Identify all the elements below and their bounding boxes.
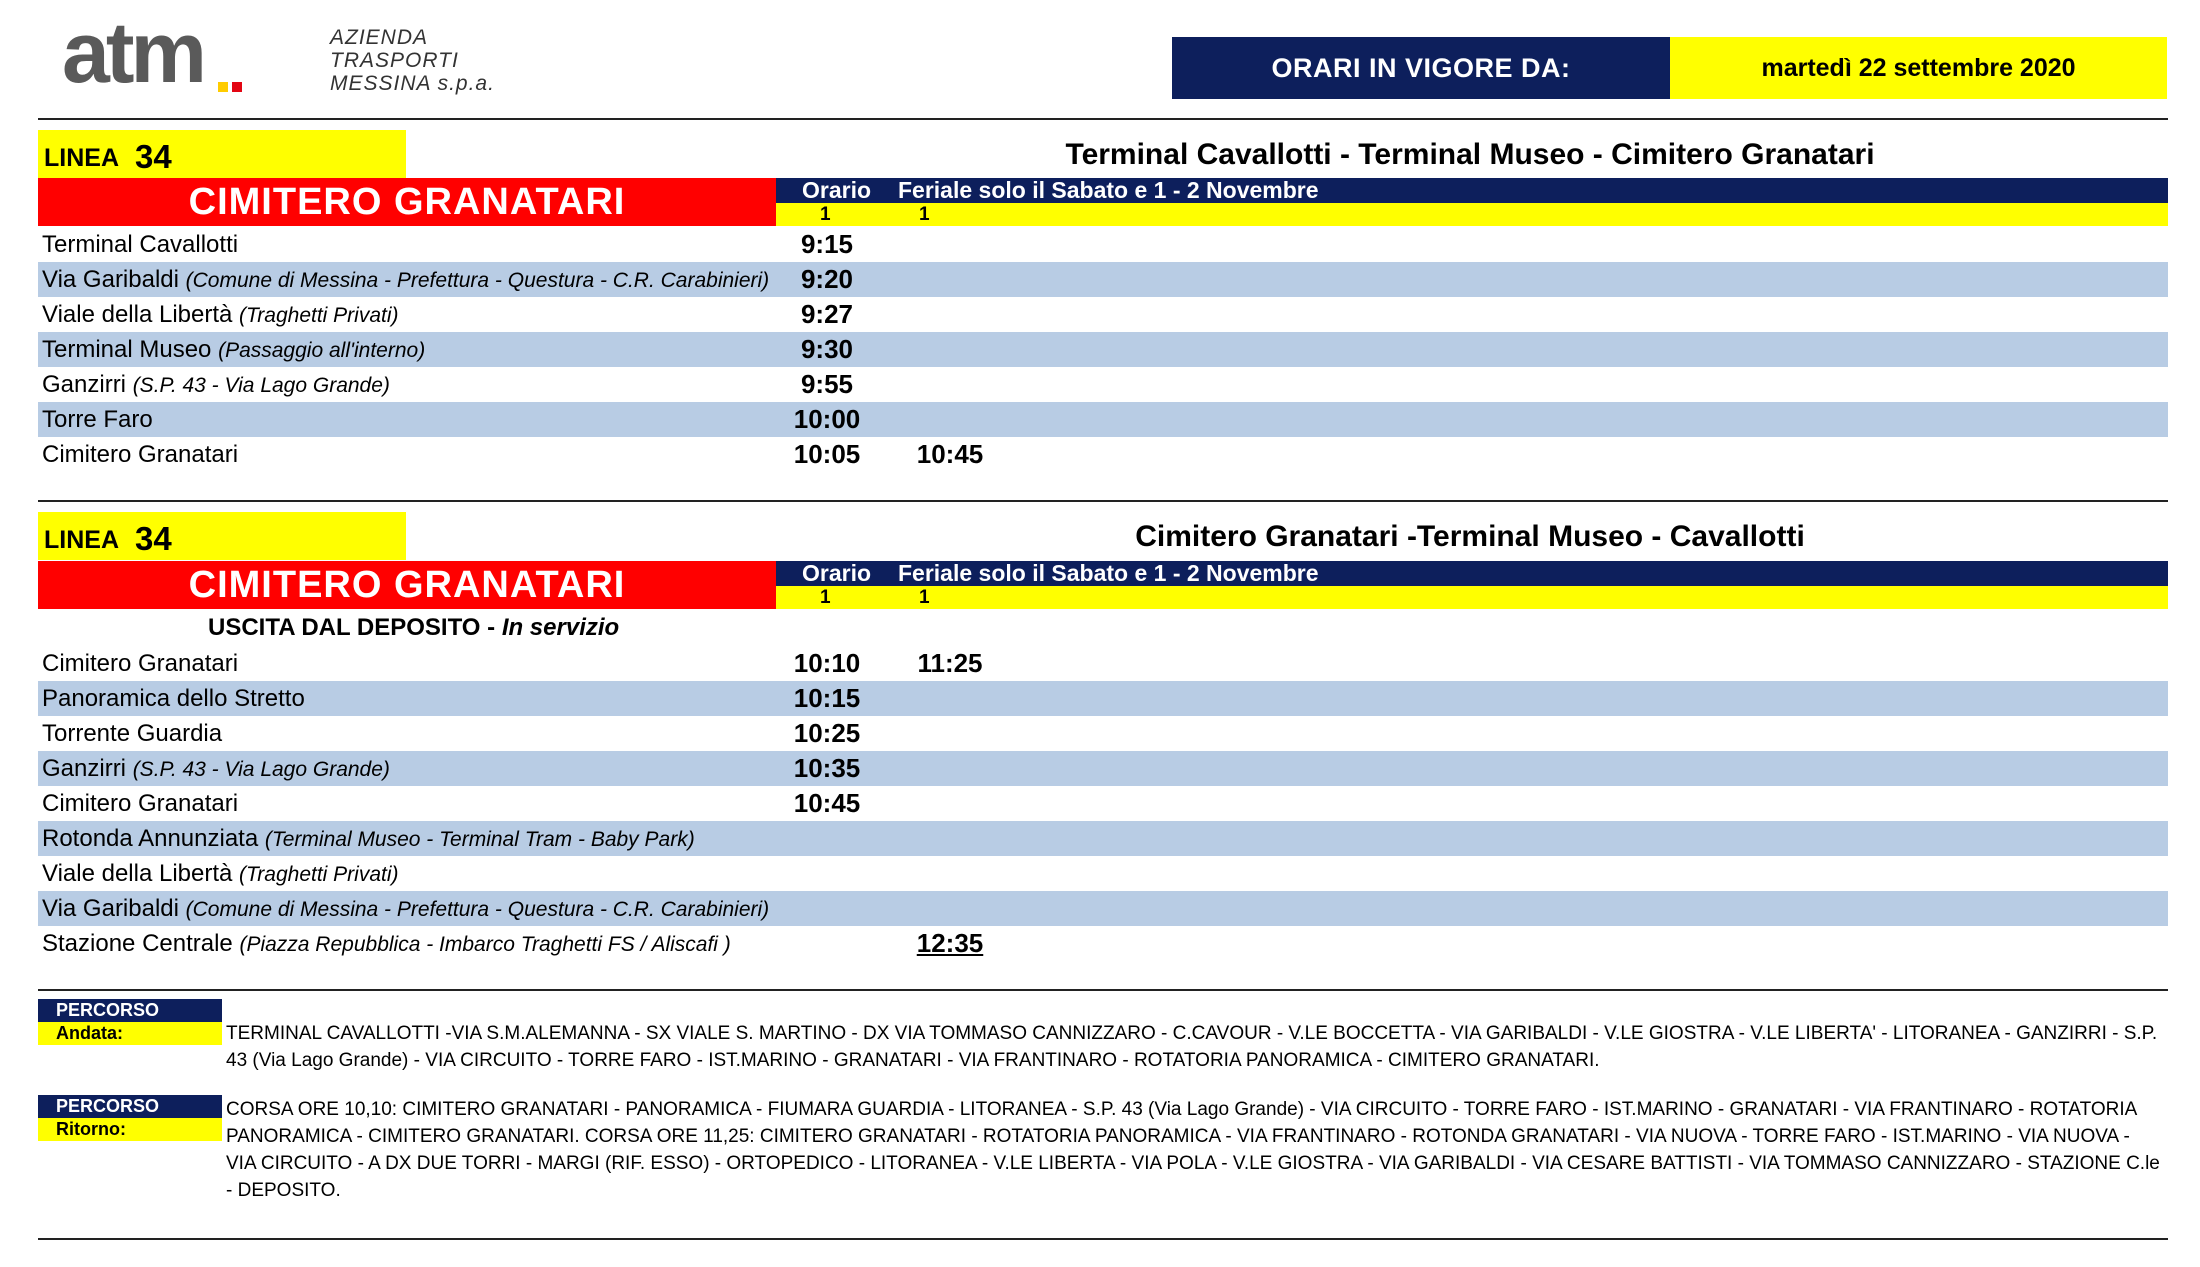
depot-exit-note bbox=[208, 614, 619, 642]
percorso-andata-label: PERCORSO bbox=[38, 999, 222, 1022]
time-cell-2: 12:35 bbox=[916, 928, 984, 958]
stop-cell bbox=[42, 716, 222, 751]
divider bbox=[38, 1238, 2168, 1240]
linea-badge bbox=[38, 512, 406, 560]
stop-cell bbox=[42, 297, 399, 333]
divider bbox=[38, 118, 2168, 120]
stop-name: Rotonda Annunziata bbox=[42, 825, 259, 852]
stop-name: Ganzirri bbox=[42, 755, 127, 782]
time-cell-1: 9:30 bbox=[800, 334, 854, 364]
col2-number: 1 bbox=[919, 587, 930, 608]
stop-note: (S.P. 43 - Via Lago Grande) bbox=[132, 758, 390, 781]
stop-note: (Terminal Museo - Terminal Tram - Baby Park) bbox=[264, 828, 695, 851]
time-cell-1: 9:55 bbox=[800, 369, 854, 399]
route-title: Cimitero Granatari -Terminal Museo - Cavallotti bbox=[1135, 520, 1805, 553]
stop-cell bbox=[42, 856, 399, 892]
linea-number: 34 bbox=[135, 138, 172, 175]
valid-from-label: ORARI IN VIGORE DA: bbox=[1172, 37, 1670, 99]
stop-cell bbox=[42, 821, 695, 857]
linea-label: LINEA bbox=[44, 526, 119, 554]
table-row bbox=[38, 786, 2168, 821]
col1-number: 1 bbox=[820, 587, 831, 608]
percorso-andata-text: TERMINAL CAVALLOTTI -VIA S.M.ALEMANNA - SX VIALE S. MARTINO - DX VIA TOMMASO CANNIZZARO - C.CAVOUR - V.LE BOCCETTA - VIA GARIBALDI - V.LE GIOSTRA - V.LE LIBERTA' - LITORANEA - GANZIRRI - S.P. 43 (Via Lago Grande) - VIA CIRCUITO - TORRE FARO - IST.MARINO - GRANATARI - VIA FRANTINARO - ROTATORIA PANORAMICA - CIMITERO GRANATARI. bbox=[226, 1023, 2158, 1071]
stop-name: Terminal Cavallotti bbox=[42, 231, 239, 258]
stop-note: (Passaggio all'interno) bbox=[218, 339, 426, 362]
divider bbox=[38, 989, 2168, 991]
time-cell-1: 10:25 bbox=[793, 718, 861, 748]
stop-cell bbox=[42, 891, 769, 927]
table-row bbox=[38, 437, 2168, 472]
table-row bbox=[38, 262, 2168, 297]
table-row bbox=[38, 856, 2168, 891]
table-row bbox=[38, 367, 2168, 402]
col-note: Feriale solo il Sabato e 1 - 2 Novembre bbox=[898, 560, 1319, 586]
time-cell-1: 9:27 bbox=[800, 299, 854, 329]
col-note: Feriale solo il Sabato e 1 - 2 Novembre bbox=[898, 177, 1319, 203]
table-row bbox=[38, 681, 2168, 716]
table-row bbox=[38, 646, 2168, 681]
logo-dot-yellow bbox=[218, 82, 228, 92]
stop-name: Torrente Guardia bbox=[42, 720, 223, 747]
percorso-ritorno-label: PERCORSO bbox=[38, 1095, 222, 1118]
table-row bbox=[38, 227, 2168, 262]
column-number-bar bbox=[776, 586, 2168, 609]
time-cell-1: 9:15 bbox=[800, 229, 854, 259]
linea-label: LINEA bbox=[44, 144, 119, 172]
table-row bbox=[38, 751, 2168, 786]
stop-name: Torre Faro bbox=[42, 406, 153, 433]
table-row bbox=[38, 297, 2168, 332]
table-row bbox=[38, 716, 2168, 751]
col1-number: 1 bbox=[820, 204, 831, 225]
stop-note: (Traghetti Privati) bbox=[239, 863, 399, 886]
stop-name: Cimitero Granatari bbox=[42, 790, 239, 817]
company-name bbox=[330, 26, 495, 95]
destination-banner: CIMITERO GRANATARI bbox=[38, 178, 776, 226]
stop-cell bbox=[42, 402, 153, 437]
table-row bbox=[38, 332, 2168, 367]
stop-cell bbox=[42, 332, 425, 368]
stop-name: Panoramica dello Stretto bbox=[42, 685, 305, 712]
stop-name: Via Garibaldi bbox=[42, 895, 179, 922]
company-line-2: TRASPORTI bbox=[330, 49, 459, 72]
time-cell-2: 11:25 bbox=[917, 648, 983, 678]
stop-name: Terminal Museo bbox=[42, 336, 212, 363]
stop-cell bbox=[42, 227, 238, 262]
time-cell-2: 10:45 bbox=[916, 439, 984, 469]
stop-name: Viale della Libertà bbox=[42, 301, 233, 328]
table-row bbox=[38, 402, 2168, 437]
divider bbox=[38, 500, 2168, 502]
stop-note: (Comune di Messina - Prefettura - Questura - C.R. Carabinieri) bbox=[185, 898, 770, 921]
stop-name: Via Garibaldi bbox=[42, 266, 179, 293]
company-line-3: MESSINA s.p.a. bbox=[330, 72, 495, 95]
col-orario: Orario bbox=[802, 177, 872, 203]
stop-note: (Comune di Messina - Prefettura - Questura - C.R. Carabinieri) bbox=[185, 269, 770, 292]
stop-name: Stazione Centrale bbox=[42, 930, 233, 957]
route-title: Terminal Cavallotti - Terminal Museo - Cimitero Granatari bbox=[1065, 138, 1875, 171]
percorso-ritorno-sub: Ritorno: bbox=[38, 1118, 222, 1141]
stop-cell bbox=[42, 262, 769, 298]
col2-number: 1 bbox=[919, 204, 930, 225]
stop-note: (Traghetti Privati) bbox=[239, 304, 399, 327]
col-orario: Orario bbox=[802, 560, 872, 586]
stop-cell bbox=[42, 786, 238, 821]
company-line-1: AZIENDA bbox=[330, 26, 429, 49]
table-row bbox=[38, 926, 2168, 961]
time-cell-1: 10:10 bbox=[793, 648, 861, 678]
logo-dot-red bbox=[232, 82, 242, 92]
percorso-ritorno-text: CORSA ORE 10,10: CIMITERO GRANATARI - PANORAMICA - FIUMARA GUARDIA - LITORANEA - S.P. 43 (Via Lago Grande) - VIA CIRCUITO - TORRE FARO - IST.MARINO - GRANATARI - VIA FRANTINARO - ROTATORIA PANORAMICA - CIMITERO GRANATARI. CORSA ORE 11,25: CIMITERO GRANATARI - ROTATORIA PANORAMICA - VIA FRANTINARO - ROTONDA GRANATARI - VIA NUOVA - TORRE FARO - IST.MARINO - VIA NUOVA - VIA CIRCUITO - A DX DUE TORRI - MARGI (RIF. ESSO) - ORTOPEDICO - LITORANEA - V.LE LIBERTA - VIA POLA - V.LE GIOSTRA - VIA GARIBALDI - VIA CESARE BATTISTI - VIA TOMMASO CANNIZZARO - STAZIONE C.le - DEPOSITO. bbox=[226, 1099, 2160, 1201]
stop-cell bbox=[42, 751, 390, 787]
valid-from-date: martedì 22 settembre 2020 bbox=[1670, 37, 2167, 99]
stop-note: (Piazza Repubblica - Imbarco Traghetti FS / Aliscafi ) bbox=[239, 933, 731, 956]
stop-cell bbox=[42, 367, 390, 403]
stop-name: Viale della Libertà bbox=[42, 860, 233, 887]
time-cell-1: 10:00 bbox=[793, 404, 861, 434]
column-header-bar bbox=[776, 561, 2168, 586]
linea-number: 34 bbox=[135, 520, 172, 557]
table-row bbox=[38, 821, 2168, 856]
time-cell-1: 10:45 bbox=[793, 788, 861, 818]
linea-badge bbox=[38, 130, 406, 178]
atm-logo-text: atm bbox=[62, 20, 203, 100]
stop-cell bbox=[42, 646, 238, 681]
destination-banner: CIMITERO GRANATARI bbox=[38, 561, 776, 609]
time-cell-1: 9:20 bbox=[800, 264, 854, 294]
stop-name: Cimitero Granatari bbox=[42, 441, 239, 468]
depot-exit-italic: In servizio bbox=[501, 614, 620, 641]
column-number-bar bbox=[776, 203, 2168, 226]
column-header-bar bbox=[776, 178, 2168, 203]
stop-cell bbox=[42, 926, 731, 962]
time-cell-1: 10:05 bbox=[793, 439, 861, 469]
percorso-andata-sub: Andata: bbox=[38, 1022, 222, 1045]
time-cell-1: 10:15 bbox=[793, 683, 861, 713]
stop-cell bbox=[42, 437, 238, 472]
time-cell-1: 10:35 bbox=[793, 753, 861, 783]
stop-note: (S.P. 43 - Via Lago Grande) bbox=[132, 374, 390, 397]
stop-name: Cimitero Granatari bbox=[42, 650, 239, 677]
stop-name: Ganzirri bbox=[42, 371, 127, 398]
stop-cell bbox=[42, 681, 305, 716]
table-row bbox=[38, 891, 2168, 926]
depot-exit-text: USCITA DAL DEPOSITO - bbox=[208, 614, 502, 641]
